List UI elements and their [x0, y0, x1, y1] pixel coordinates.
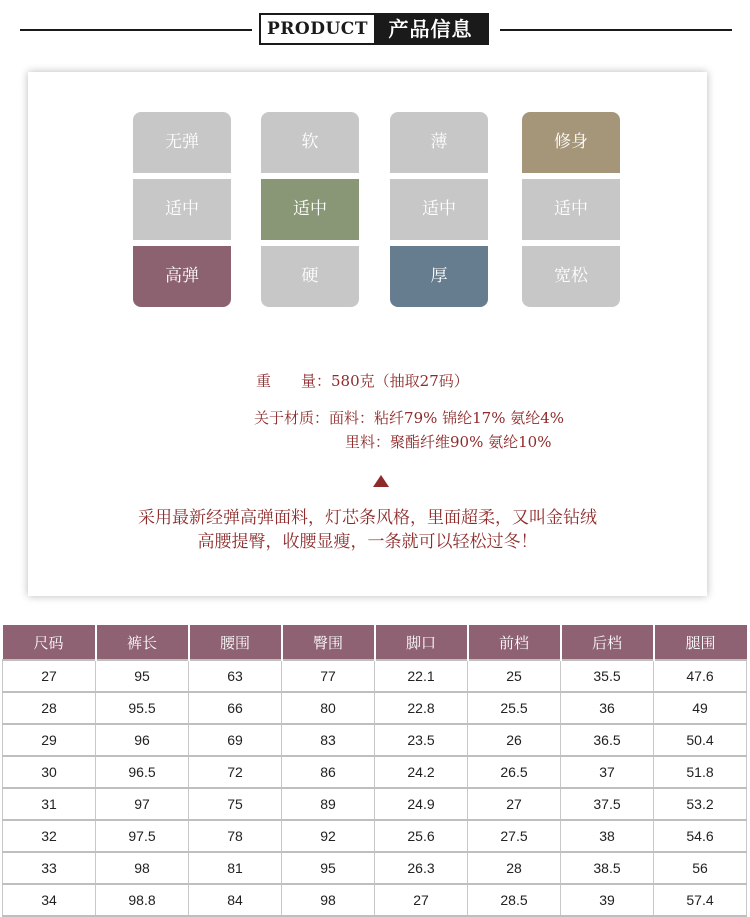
table-cell: 27 — [468, 788, 561, 820]
table-cell: 97.5 — [96, 820, 189, 852]
table-cell: 27 — [375, 884, 468, 916]
table-cell: 95.5 — [96, 692, 189, 724]
table-cell: 26 — [468, 724, 561, 756]
weight-line — [256, 370, 469, 391]
table-row — [3, 756, 747, 788]
table-cell: 49 — [654, 692, 747, 724]
table-cell: 24.9 — [375, 788, 468, 820]
table-cell: 69 — [189, 724, 282, 756]
table-cell: 66 — [189, 692, 282, 724]
attribute-option-medium-thickness: 适中 — [390, 179, 488, 240]
header-title-en: PRODUCT — [261, 15, 374, 43]
table-cell: 36 — [561, 692, 654, 724]
header-leg-opening: 脚口 — [375, 625, 468, 660]
table-cell: 89 — [282, 788, 375, 820]
table-row — [3, 852, 747, 884]
table-cell: 25 — [468, 660, 561, 692]
header-length: 裤长 — [96, 625, 189, 660]
attribute-option-loose-fit: 宽松 — [522, 246, 620, 307]
table-cell: 72 — [189, 756, 282, 788]
header-badge — [259, 13, 489, 45]
table-cell: 38 — [561, 820, 654, 852]
table-cell: 33 — [3, 852, 96, 884]
outer-fabric-value: 粘纤79% 锦纶17% 氨纶4% — [374, 409, 565, 427]
table-cell: 63 — [189, 660, 282, 692]
table-cell: 36.5 — [561, 724, 654, 756]
lining-label: 里料： — [345, 433, 391, 451]
table-row — [3, 724, 747, 756]
table-cell: 50.4 — [654, 724, 747, 756]
size-chart-header-row — [3, 625, 747, 660]
header-rule-left — [20, 29, 252, 31]
table-cell: 75 — [189, 788, 282, 820]
table-cell: 95 — [96, 660, 189, 692]
table-cell: 22.1 — [375, 660, 468, 692]
attribute-option-soft: 软 — [261, 112, 359, 173]
table-cell: 25.6 — [375, 820, 468, 852]
attribute-option-slim-selected: 修身 — [522, 112, 620, 173]
table-cell: 77 — [282, 660, 375, 692]
table-cell: 78 — [189, 820, 282, 852]
table-cell: 96 — [96, 724, 189, 756]
table-row — [3, 660, 747, 692]
table-cell: 53.2 — [654, 788, 747, 820]
table-cell: 35.5 — [561, 660, 654, 692]
table-cell: 25.5 — [468, 692, 561, 724]
table-row — [3, 788, 747, 820]
table-cell: 30 — [3, 756, 96, 788]
attribute-option-medium-stretch: 适中 — [133, 179, 231, 240]
table-cell: 31 — [3, 788, 96, 820]
table-cell: 39 — [561, 884, 654, 916]
table-cell: 86 — [282, 756, 375, 788]
header-back-rise: 后档 — [561, 625, 654, 660]
weight-value: 580克（抽取27码） — [331, 372, 469, 390]
table-cell: 26.5 — [468, 756, 561, 788]
attribute-option-no-stretch: 无弹 — [133, 112, 231, 173]
attribute-option-thin: 薄 — [390, 112, 488, 173]
product-details — [28, 72, 707, 596]
table-cell: 98 — [96, 852, 189, 884]
size-chart-table — [2, 625, 747, 917]
table-cell: 32 — [3, 820, 96, 852]
attribute-option-medium-soft-selected: 适中 — [261, 179, 359, 240]
table-cell: 95 — [282, 852, 375, 884]
table-cell: 97 — [96, 788, 189, 820]
header-hip: 臀围 — [282, 625, 375, 660]
table-cell: 54.6 — [654, 820, 747, 852]
attribute-option-high-stretch-selected: 高弹 — [133, 246, 231, 307]
description-line-2: 高腰提臀，收腰显瘦，一条就可以轻松过冬！ — [197, 532, 538, 552]
attribute-option-hard: 硬 — [261, 246, 359, 307]
table-row — [3, 692, 747, 724]
table-cell: 34 — [3, 884, 96, 916]
table-cell: 28 — [3, 692, 96, 724]
table-cell: 83 — [282, 724, 375, 756]
table-cell: 37.5 — [561, 788, 654, 820]
header-waist: 腰围 — [189, 625, 282, 660]
table-cell: 51.8 — [654, 756, 747, 788]
table-cell: 27.5 — [468, 820, 561, 852]
description-line-1: 采用最新经弹高弹面料，灯芯条风格，里面超柔，又叫金钻绒 — [138, 508, 597, 528]
weight-label: 重 量： — [256, 372, 332, 390]
attribute-option-thick-selected: 厚 — [390, 246, 488, 307]
table-row — [3, 820, 747, 852]
table-cell: 29 — [3, 724, 96, 756]
table-cell: 28 — [468, 852, 561, 884]
table-cell: 80 — [282, 692, 375, 724]
table-cell: 57.4 — [654, 884, 747, 916]
lining-line — [345, 431, 551, 452]
table-cell: 23.5 — [375, 724, 468, 756]
header-rule-right — [500, 29, 732, 31]
lining-value: 聚酯纤维90% 氨纶10% — [390, 433, 552, 451]
table-cell: 24.2 — [375, 756, 468, 788]
table-cell: 98.8 — [96, 884, 189, 916]
table-cell: 28.5 — [468, 884, 561, 916]
header-front-rise: 前档 — [468, 625, 561, 660]
table-cell: 38.5 — [561, 852, 654, 884]
table-cell: 26.3 — [375, 852, 468, 884]
outer-fabric-label: 面料： — [329, 409, 375, 427]
header-size: 尺码 — [3, 625, 96, 660]
table-cell: 92 — [282, 820, 375, 852]
table-cell: 98 — [282, 884, 375, 916]
table-cell: 84 — [189, 884, 282, 916]
material-line — [254, 407, 564, 428]
table-cell: 47.6 — [654, 660, 747, 692]
table-cell: 22.8 — [375, 692, 468, 724]
header-thigh: 腿围 — [654, 625, 747, 660]
table-row — [3, 884, 747, 916]
table-cell: 81 — [189, 852, 282, 884]
attribute-option-regular-fit: 适中 — [522, 179, 620, 240]
material-label: 关于材质： — [254, 409, 330, 427]
table-cell: 56 — [654, 852, 747, 884]
table-cell: 27 — [3, 660, 96, 692]
table-cell: 96.5 — [96, 756, 189, 788]
section-header — [0, 0, 750, 60]
table-cell: 37 — [561, 756, 654, 788]
header-title-zh: 产品信息 — [374, 15, 487, 43]
product-info-card — [28, 72, 707, 596]
triangle-marker-icon — [373, 475, 389, 487]
